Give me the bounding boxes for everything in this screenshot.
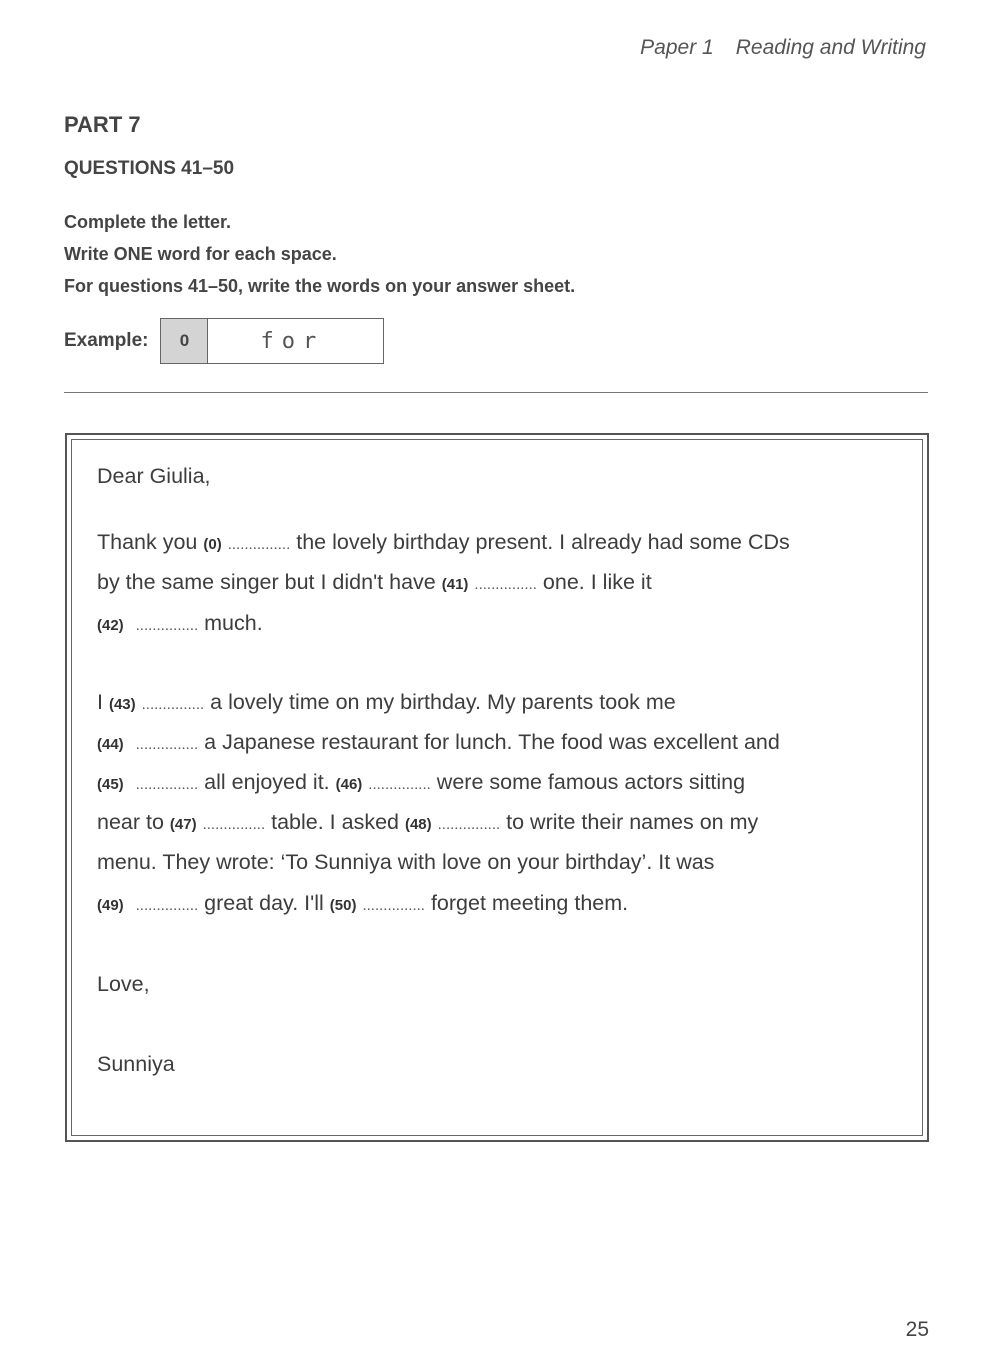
gap: ...............	[362, 897, 425, 914]
header-section: Reading and Writing	[735, 36, 926, 59]
gap-number: (49)	[97, 897, 124, 914]
gap-number: (41)	[441, 576, 469, 593]
instruction-line: For questions 41–50, write the words on your answer sheet.	[64, 276, 576, 296]
gap-number: (44)	[97, 736, 124, 753]
gap: ...............	[437, 816, 501, 833]
gap-number: (48)	[404, 816, 432, 833]
gap-number: (45)	[97, 776, 124, 793]
letter-line: by the same singer but I didn't have (41) ............... one. I like it	[97, 570, 652, 594]
part-title: PART 7	[64, 112, 141, 137]
gap: ...............	[135, 776, 199, 793]
letter-line: (42) ............... much.	[97, 611, 263, 635]
letter-signature: Sunniya	[97, 1052, 175, 1076]
letter-greeting: Dear Giulia,	[97, 464, 211, 488]
gap: ...............	[227, 536, 291, 553]
header-paper: Paper 1	[640, 36, 714, 59]
gap-number: (46)	[335, 776, 363, 793]
letter-line: near to (47) ............... table. I asked (48) ............... to write their names on my	[97, 810, 759, 834]
instructions	[64, 206, 575, 302]
example-answer-box	[160, 318, 384, 364]
letter-line: menu. They wrote: ‘To Sunniya with love on your birthday’. It was	[97, 850, 715, 874]
gap-number: (43)	[108, 696, 136, 713]
letter-line: (44) ............... a Japanese restaurant for lunch. The food was excellent and	[97, 730, 780, 754]
gap: ...............	[135, 736, 199, 753]
running-header	[640, 36, 926, 60]
gap: ...............	[135, 617, 199, 634]
letter-line: Thank you (0) ............... the lovely birthday present. I already had some CDs	[97, 530, 790, 554]
instruction-line: Write ONE word for each space.	[64, 244, 337, 264]
gap: ...............	[474, 576, 537, 593]
gap-number: (0)	[203, 536, 222, 553]
letter-line: I (43) ............... a lovely time on my birthday. My parents took me	[97, 690, 676, 714]
example-label: Example:	[64, 330, 149, 351]
gap-number: (50)	[329, 897, 357, 914]
example-answer: for	[260, 328, 325, 354]
page-number: 25	[905, 1318, 929, 1341]
gap: ...............	[368, 776, 431, 793]
gap: ...............	[141, 696, 205, 713]
gap-number: (42)	[97, 617, 124, 634]
example-number: 0	[161, 319, 208, 363]
letter-line: (45) ............... all enjoyed it. (46) ............... were some famous actors sitting	[97, 770, 746, 794]
example-row	[64, 317, 384, 365]
instruction-line: Complete the letter.	[64, 212, 232, 232]
divider	[64, 392, 928, 393]
letter-closing: Love,	[97, 972, 150, 996]
questions-title: QUESTIONS 41–50	[64, 158, 235, 179]
gap: ...............	[135, 897, 199, 914]
letter-line: (49) ............... great day. I'll (50) ............... forget meeting them.	[97, 891, 629, 915]
gap: ...............	[202, 816, 266, 833]
gap-number: (47)	[169, 816, 197, 833]
